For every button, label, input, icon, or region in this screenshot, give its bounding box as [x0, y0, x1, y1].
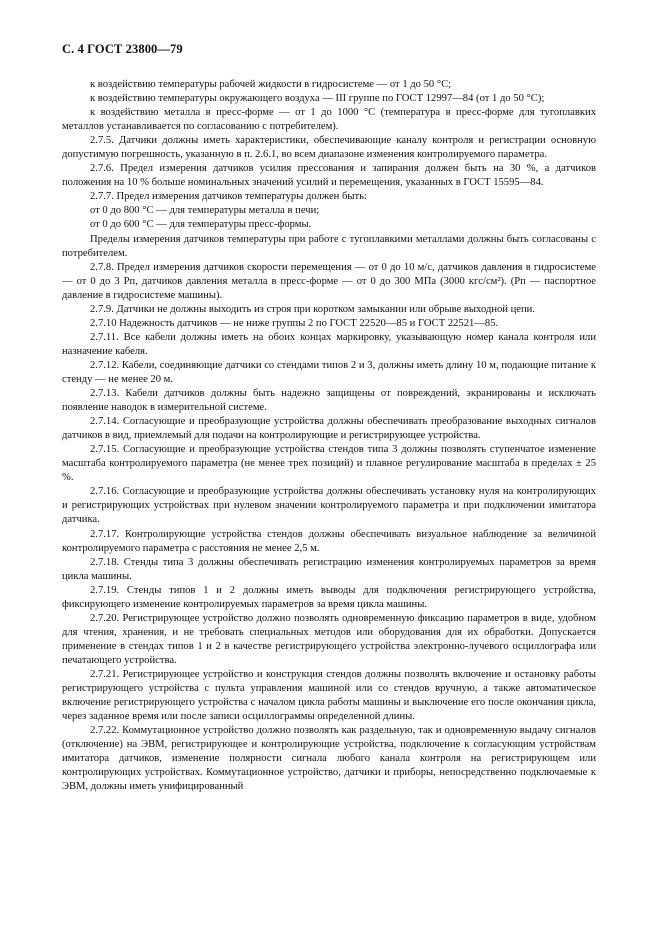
paragraph-refractory-limits: Пределы измерения датчиков температуры при работе с тугоплавкими металлами должны быть согласованы с потребителем. — [62, 233, 596, 259]
paragraph-2-7-12: 2.7.12. Кабели, соединяющие датчики со стендами типов 2 и 3, должны иметь длину 10 м, подающие питание к стенду — не менее 20 м. — [62, 359, 596, 385]
paragraph-2-7-11: 2.7.11. Все кабели должны иметь на обоих концах маркировку, указывающую номер канала контроля или назначение кабеля. — [62, 331, 596, 357]
page-header: С. 4 ГОСТ 23800—79 — [62, 42, 183, 56]
paragraph-2-7-9: 2.7.9. Датчики не должны выходить из строя при коротком замыкании или обрыве выходной цепи. — [90, 303, 535, 315]
paragraph-2-7-16: 2.7.16. Согласующие и преобразующие устройства должны обеспечивать установку нуля на контролирующих и регистрирующих устройствах при нулевом значении контролируемого параметра и при подключении имитатора датчика. — [62, 486, 596, 526]
paragraph-range-mold: от 0 до 600 °С — для температуры пресс-формы. — [90, 219, 312, 231]
paragraph-2-7-15: 2.7.15. Согласующие и преобразующие устройства стендов типа 3 должны позволять ступенчатое изменение масштаба контролируемого параметра (не менее трех позиций) и плавное регулирование масштаба в пределах ± 25 %. — [62, 444, 596, 484]
paragraph-2-7-18: 2.7.18. Стенды типа 3 должны обеспечивать регистрацию изменения контролируемых параметров за время цикла машины. — [62, 556, 596, 582]
paragraph-range-furnace: от 0 до 800 °С — для температуры металла в печи; — [90, 205, 320, 217]
paragraph-2-7-21: 2.7.21. Регистрирующее устройство и конструкция стендов должны позволять включение и остановку работы регистрирующего устройства с пульта управления машиной или со стендов вручную, а также автоматическое включение регистрирующего устройства с началом цикла работы машины и выключение его после окончания цикла, через заданное время или после записи осциллограммы определенной длины. — [62, 668, 596, 723]
paragraph-2-7-20: 2.7.20. Регистрирующее устройство должно позволять одновременную фиксацию параметров в виде, удобном для чтения, хранения, и не требовать специальных методов или оборудования для их обработки. Допускается применение в стендах типов 1 и 2 в качестве регистрирующего устройства электронно-лучевого осциллографа или печатающего устройства. — [62, 612, 596, 666]
paragraph-2-7-13: 2.7.13. Кабели датчиков должны быть надежно защищены от повреждений, экранированы и исключать появление наводок в измерительной системе. — [62, 388, 596, 414]
paragraph-2-7-10: 2.7.10 Надежность датчиков — не ниже группы 2 по ГОСТ 22520—85 и ГОСТ 22521—85. — [90, 317, 499, 329]
paragraph-2-7-7: 2.7.7. Предел измерения датчиков температуры должен быть: — [90, 191, 367, 203]
document-body — [62, 78, 596, 794]
paragraph-2-7-8: 2.7.8. Предел измерения датчиков скорости перемещения — от 0 до 10 м/с, датчиков давления в гидросистеме — от 0 до 3 Pп, датчиков давления металла в пресс-форме — от 0 до 300 МПа (3000 кгс/см²). (Pп — паспортное давление в гидросистеме машины). — [62, 261, 596, 301]
paragraph-ambient-air-temp: к воздействию температуры окружающего воздуха — III группе по ГОСТ 12997—84 (от 1 до 50 °С); — [90, 93, 545, 105]
paragraph-working-fluid-temp: к воздействию температуры рабочей жидкости в гидросистеме — от 1 до 50 °С; — [90, 79, 452, 90]
paragraph-metal-in-mold: к воздействию металла в пресс-форме — от 1 до 1000 °С (температура в пресс-форме для тугоплавких металлов устанавливается по согласованию с потребителем). — [62, 107, 596, 133]
paragraph-2-7-22: 2.7.22. Коммутационное устройство должно позволять как раздельную, так и одновременную выдачу сигналов (отключение) на ЭВМ, регистрирующее и контролирующие устройства, подключение к согласующим устройствам имитатора датчиков, изменение полярности сигнала любого канала контроля на регистрирующем или контролирующих устройствах. Коммутационное устройство, датчики и приборы, непосредственно подключаемые к ЭВМ, должны иметь унифицированный — [62, 725, 596, 793]
paragraph-2-7-6: 2.7.6. Предел измерения датчиков усилия прессования и запирания должен быть на 30 %, а датчиков положения на 10 % больше номинальных значений усилий и перемещения, указанных в ГОСТ 15595—84. — [62, 163, 596, 189]
paragraph-2-7-17: 2.7.17. Контролирующие устройства стендов должны обеспечивать визуальное наблюдение за величиной контролируемого параметра с расстояния не менее 2,5 м. — [62, 528, 596, 554]
paragraph-2-7-5: 2.7.5. Датчики должны иметь характеристики, обеспечивающие каналу контроля и регистрации основную допустимую погрешность, указанную в п. 2.6.1, во всем диапазоне изменения контролируемого параметра. — [62, 135, 596, 161]
paragraph-2-7-19: 2.7.19. Стенды типов 1 и 2 должны иметь выводы для подключения регистрирующего устройства, фиксирующего изменение контролируемых параметров за время цикла машины. — [62, 584, 596, 610]
paragraph-2-7-14: 2.7.14. Согласующие и преобразующие устройства должны обеспечивать преобразование выходных сигналов датчиков в вид, приемлемый для подачи на контролирующие и регистрирующее устройства. — [62, 416, 596, 442]
